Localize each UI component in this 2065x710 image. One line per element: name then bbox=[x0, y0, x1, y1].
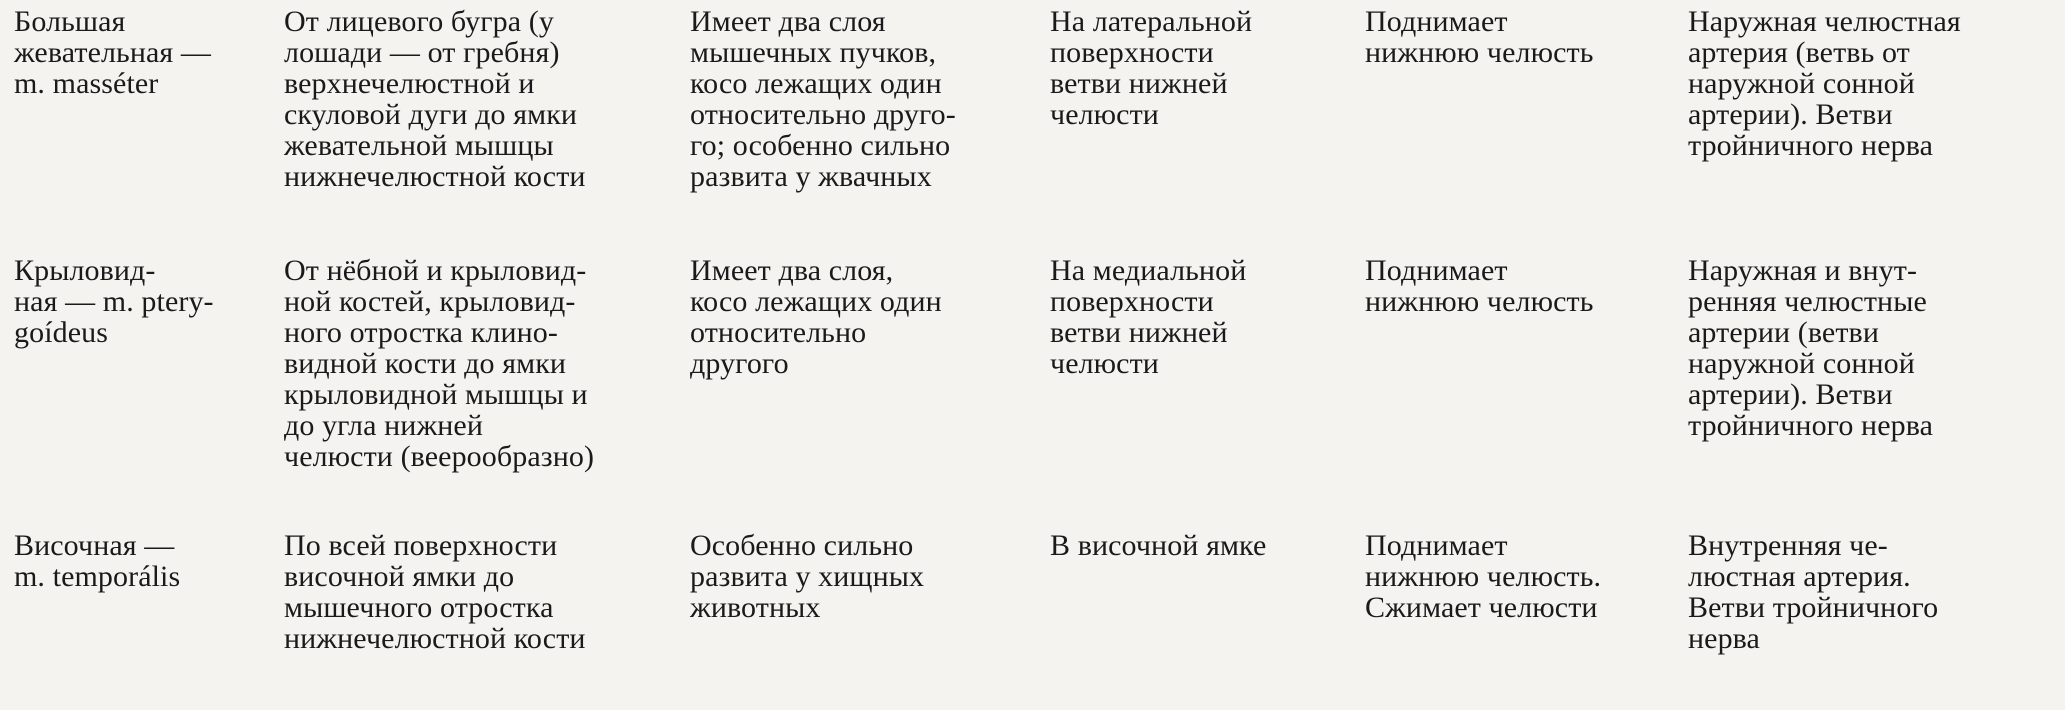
function-cell: Поднимает нижнюю челюсть. Сжимает челюсти bbox=[1365, 529, 1602, 624]
muscle-name-cell: Височная — m. temporális bbox=[14, 529, 181, 593]
location-cell: На латеральной поверхности ветви нижней челюсти bbox=[1050, 5, 1253, 131]
origin-insertion-cell: От нёбной и крыловид- ной костей, крыловид- ного отростка клино- видной кости до ямки крыловидной мышцы и до угла нижней челюсти (веерообразно) bbox=[284, 254, 595, 473]
blood-nerve-supply-cell: Наружная челюстная артерия (ветвь от наружной сонной артерии). Ветви тройничного нерва bbox=[1688, 5, 1961, 162]
location-cell: На медиальной поверхности ветви нижней челюсти bbox=[1050, 254, 1247, 380]
blood-nerve-supply-cell: Внутренняя че- люстная артерия. Ветви тройничного нерва bbox=[1688, 529, 1939, 655]
structure-cell: Имеет два слоя мышечных пучков, косо лежащих один относительно друго- го; особенно сильно развита у жвачных bbox=[690, 5, 956, 193]
function-cell: Поднимает нижнюю челюсть bbox=[1365, 5, 1594, 69]
function-cell: Поднимает нижнюю челюсть bbox=[1365, 254, 1594, 318]
origin-insertion-cell: От лицевого бугра (у лошади — от гребня) верхнечелюстной и скуловой дуги до ямки жевательной мышцы нижнечелюстной кости bbox=[284, 5, 586, 193]
structure-cell: Особенно сильно развита у хищных животных bbox=[690, 529, 925, 624]
muscle-name-cell: Крыловид- ная — m. ptery- goídeus bbox=[14, 254, 214, 349]
location-cell: В височной ямке bbox=[1050, 529, 1267, 562]
blood-nerve-supply-cell: Наружная и внут- ренняя челюстные артерии (ветви наружной сонной артерии). Ветви тройничного нерва bbox=[1688, 254, 1933, 442]
origin-insertion-cell: По всей поверхности височной ямки до мышечного отростка нижнечелюстной кости bbox=[284, 529, 586, 655]
muscle-name-cell: Большая жевательная — m. masséter bbox=[14, 5, 212, 100]
structure-cell: Имеет два слоя, косо лежащих один относительно другого bbox=[690, 254, 942, 380]
